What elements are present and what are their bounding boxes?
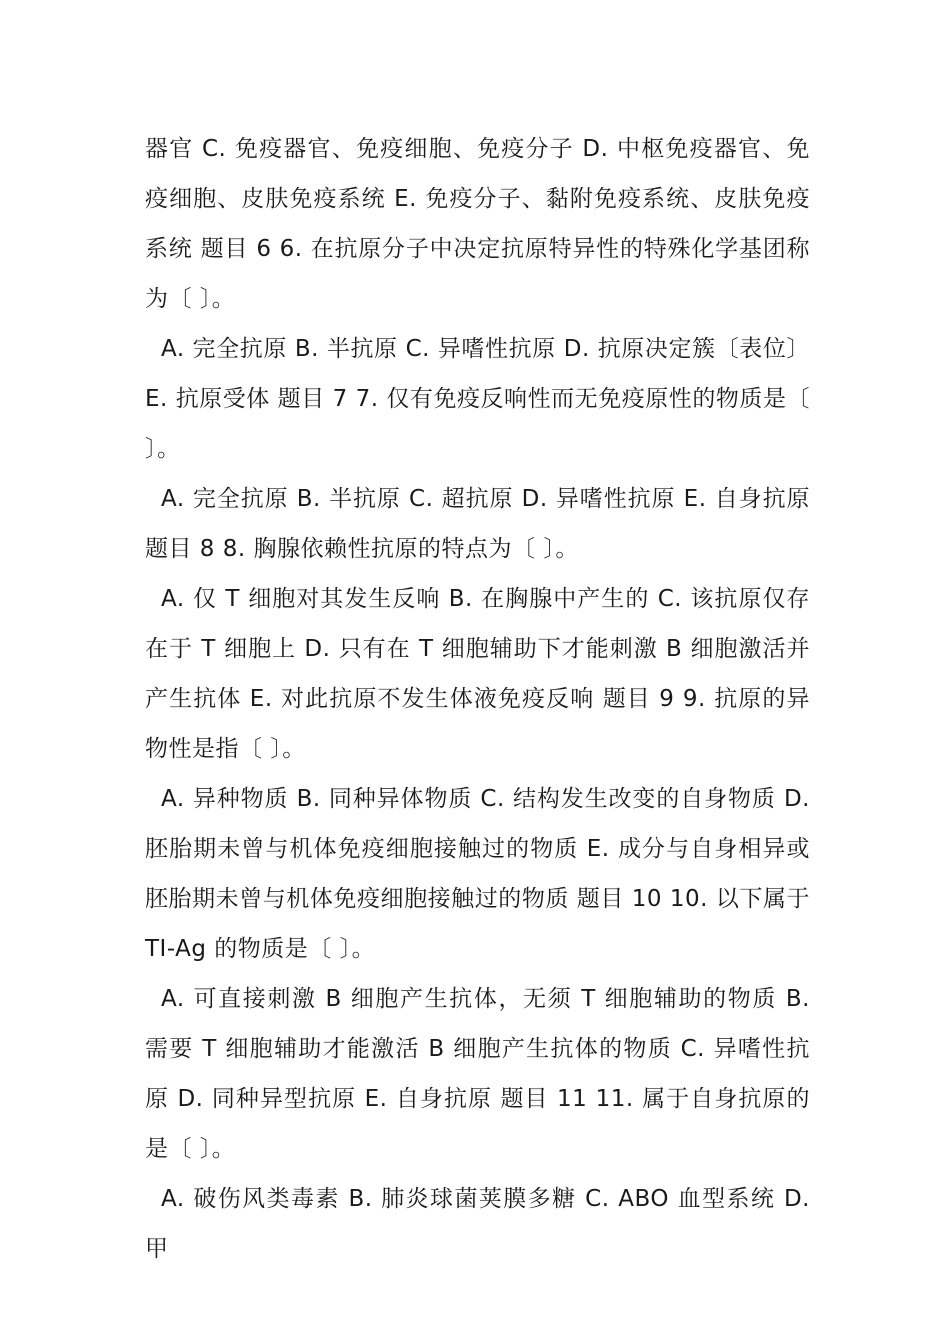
paragraph-1: 器官 C. 免疫器官、免疫细胞、免疫分子 D. 中枢免疫器官、免疫细胞、皮肤免疫系统 E. 免疫分子、黏附免疫系统、皮肤免疫系统 题目 6 6. 在抗原分子中决定抗原特异性的特殊化学基团称为〔 〕。 (145, 136, 810, 312)
paragraph-4: A. 仅 T 细胞对其发生反响 B. 在胸腺中产生的 C. 该抗原仅存在于 T 细胞上 D. 只有在 T 细胞辅助下才能刺激 B 细胞激活并产生抗体 E. 对此抗原不发生体液免疫反响 题目 9 9. 抗原的异物性是指〔 〕。 (145, 586, 810, 762)
document-body (145, 124, 810, 1274)
paragraph-2: A. 完全抗原 B. 半抗原 C. 异嗜性抗原 D. 抗原决定簇〔表位〕 E. 抗原受体 题目 7 7. 仅有免疫反响性而无免疫原性的物质是〔 〕。 (145, 336, 810, 462)
paragraph-5: A. 异种物质 B. 同种异体物质 C. 结构发生改变的自身物质 D. 胚胎期未曾与机体免疫细胞接触过的物质 E. 成分与自身相异或胚胎期未曾与机体免疫细胞接触过的物质 题目 10 10. 以下属于 TI-Ag 的物质是〔 〕。 (145, 786, 810, 962)
paragraph-3: A. 完全抗原 B. 半抗原 C. 超抗原 D. 异嗜性抗原 E. 自身抗原 题目 8 8. 胸腺依赖性抗原的特点为〔 〕。 (145, 486, 810, 562)
paragraph-6: A. 可直接刺激 B 细胞产生抗体，无须 T 细胞辅助的物质 B. 需要 T 细胞辅助才能激活 B 细胞产生抗体的物质 C. 异嗜性抗原 D. 同种异型抗原 E. 自身抗原 题目 11 11. 属于自身抗原的是〔 〕。 (145, 986, 810, 1162)
paragraph-7: A. 破伤风类毒素 B. 肺炎球菌荚膜多糖 C. ABO 血型系统 D. 甲 (145, 1186, 810, 1262)
